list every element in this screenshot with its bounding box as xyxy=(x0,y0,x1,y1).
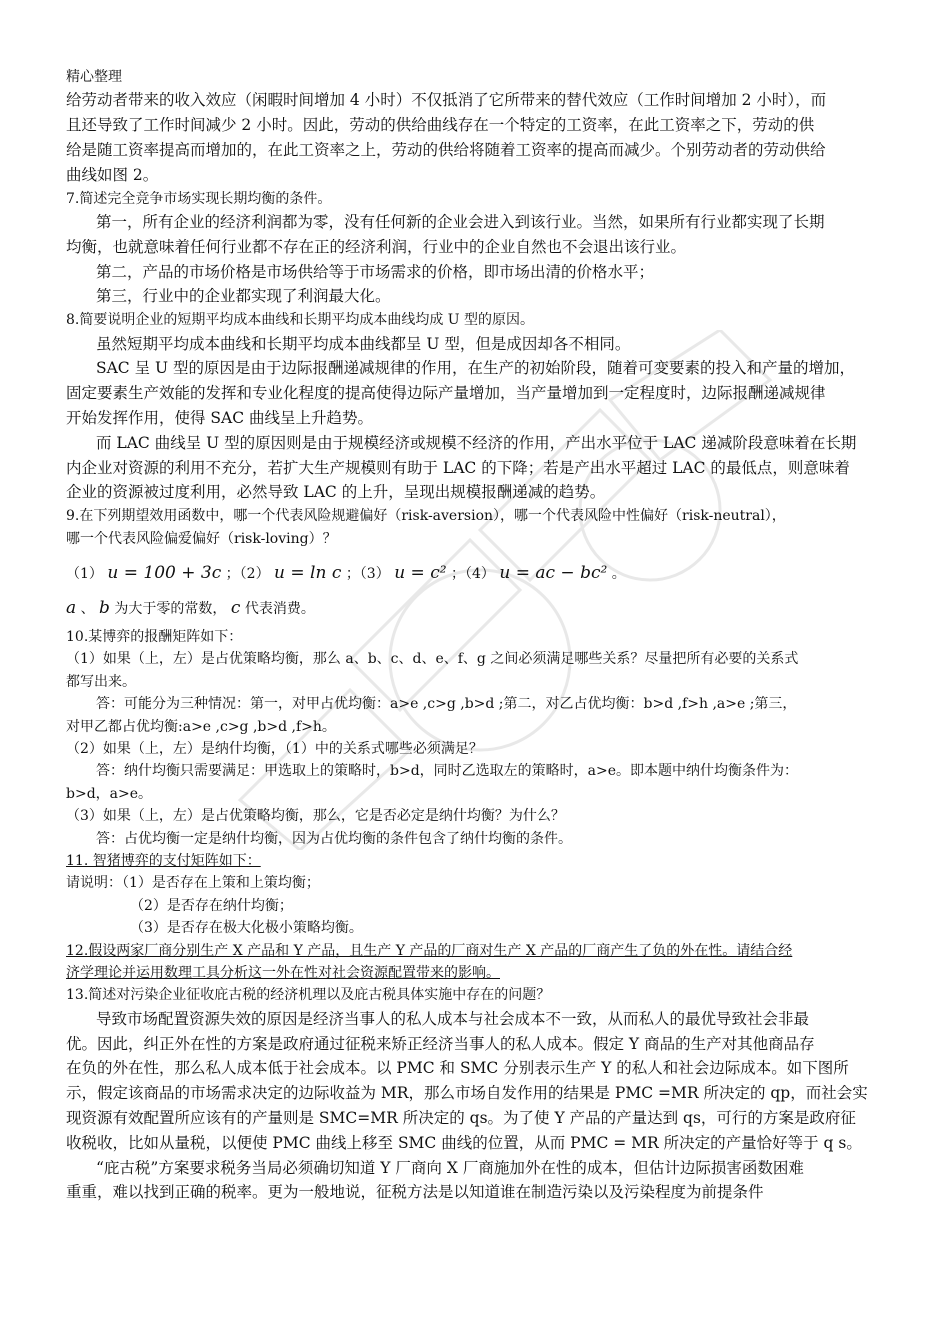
answer-line: 优。因此，纠正外在性的方案是政府通过征税来矫正经济当事人的私人成本。假定 Y 商品的生产对其他商品存 xyxy=(66,1034,815,1053)
page-header: 精心整理 xyxy=(66,69,122,85)
answer-line: 示，假定该商品的市场需求决定的边际收益为 MR，那么市场自发作用的结果是 PMC =MR 所决定的 qp，而社会实 xyxy=(66,1084,868,1103)
paragraph-line: 且还导致了工作时间减少 2 小时。因此，劳动的供给曲线存在一个特定的工资率，在此工资率之下，劳动的供 xyxy=(66,116,815,135)
answer-line: 而 LAC 曲线呈 U 型的原因则是由于规模经济或规模不经济的作用，产出水平位于 LAC 递减阶段意味着在长期 xyxy=(96,433,857,452)
answer-line: 企业的资源被过度利用，必然导致 LAC 的上升，呈现出规模报酬递减的趋势。 xyxy=(66,483,606,502)
separator: 、 xyxy=(80,600,95,617)
question-9: 9.在下列期望效用函数中，哪一个代表风险规避偏好（risk-aversion），哪一个代表风险中性偏好（risk-neutral）， xyxy=(66,508,786,525)
document-page xyxy=(66,66,886,1205)
question-12: 济学理论并运用数理工具分析这一外在性对社会资源配置带来的影响。 xyxy=(66,965,500,982)
question-10-1: 都写出来。 xyxy=(66,673,136,690)
answer-line: 答：可能分为三种情况：第一，对甲占优均衡：a>e ,c>g ,b>d ;第二，对乙占优均衡：b>d ,f>h ,a>e ;第三， xyxy=(96,696,797,713)
question-11: 11. 智猪博弈的支付矩阵如下： xyxy=(66,853,261,870)
answer-line: 在负的外在性，那么私人成本低于社会成本。以 PMC 和 SMC 分别表示生产 Y 的私人和社会边际成本。如下图所 xyxy=(66,1059,849,1078)
question-7: 7.简述完全竞争市场实现长期均衡的条件。 xyxy=(66,190,332,207)
answer-line: 收税收，比如从量税，以便使 PMC 曲线上移至 SMC 曲线的位置，从而 PMC = MR 所决定的产量恰好等于 q s。 xyxy=(66,1133,862,1152)
question-10-3: （3）如果（上，左）是占优策略均衡，那么，它是否必定是纳什均衡？为什么？ xyxy=(66,808,565,825)
answer-line: 重重，难以找到正确的税率。更为一般地说，征税方法是以知道谁在制造污染以及污染程度为前提条件 xyxy=(66,1183,764,1202)
formula-label: ；（2） xyxy=(225,565,270,582)
answer-line: 固定要素生产效能的发挥和专业化程度的提高使得边际产量增加，当产量增加到一定程度时，边际报酬递减规律 xyxy=(66,384,826,403)
question-11-item: （2）是否存在纳什均衡； xyxy=(130,897,293,914)
question-11-item: 请说明：（1）是否存在上策和上策均衡； xyxy=(66,875,320,892)
answer-line: 第一，所有企业的经济利润都为零，没有任何新的企业会进入到该行业。当然，如果所有行业都实现了长期 xyxy=(96,213,825,231)
answer-line: 答：纳什均衡只需要满足：甲选取上的策略时，b>d，同时乙选取左的策略时，a>e。即本题中纳什均衡条件为： xyxy=(96,763,799,780)
answer-line: 开始发挥作用，使得 SAC 曲线呈上升趋势。 xyxy=(66,408,374,427)
paragraph-line: 曲线如图 2。 xyxy=(66,165,159,184)
answer-line: 第二，产品的市场价格是市场供给等于市场需求的价格，即市场出清的价格水平； xyxy=(96,262,655,281)
formula-label: （1） xyxy=(66,565,103,582)
definition-text: 为大于零的常数， xyxy=(114,600,227,617)
formula-4: u = ac − bc² xyxy=(499,562,608,583)
answer-line: 现资源有效配置所应该有的产量则是 SMC=MR 所决定的 qs。为了使 Y 产品的产量达到 qs，可行的方案是政府征 xyxy=(66,1109,856,1128)
question-12: 12.假设两家厂商分别生产 X 产品和 Y 产品，且生产 Y 产品的厂商对生产 X 产品的厂商产生了负的外在性。请结合经 xyxy=(66,942,793,959)
utility-functions xyxy=(66,560,886,586)
formula-1: u = 100 + 3c xyxy=(107,562,222,583)
variable-a: a xyxy=(66,597,77,618)
paragraph-line: 给是随工资率提高而增加的，在此工资率之上，劳动的供给将随着工资率的提高而减少。个别劳动者的劳动供给 xyxy=(66,141,826,159)
answer-line: “庇古税”方案要求税务当局必须确切知道 Y 厂商向 X 厂商施加外在性的成本，但估计边际损害函数困难 xyxy=(96,1158,804,1177)
question-13: 13.简述对污染企业征收庇古税的经济机理以及庇古税具体实施中存在的问题？ xyxy=(66,987,551,1004)
answer-line: 导致市场配置资源失效的原因是经济当事人的私人成本与社会成本不一致，从而私人的最优导致社会非最 xyxy=(96,1009,810,1028)
question-8: 8.简要说明企业的短期平均成本曲线和长期平均成本曲线均成 U 型的原因。 xyxy=(66,312,535,329)
question-10-2: （2）如果（上，左）是纳什均衡，（1）中的关系式哪些必须满足？ xyxy=(66,741,483,758)
formula-label: ；（3） xyxy=(345,565,390,582)
variable-b: b xyxy=(99,597,110,618)
formula-label: ；（4） xyxy=(450,565,495,582)
question-10: 10.某博弈的报酬矩阵如下： xyxy=(66,628,243,645)
answer-line: 第三，行业中的企业都实现了利润最大化。 xyxy=(96,287,391,306)
question-11-item: （3）是否存在极大化极小策略均衡。 xyxy=(130,920,363,937)
formula-end: 。 xyxy=(611,565,626,582)
question-9: 哪一个代表风险偏爱偏好（risk-loving）？ xyxy=(66,530,337,547)
answer-line: 均衡，也就意味着任何行业都不存在正的经济利润，行业中的企业自然也不会退出该行业。 xyxy=(66,237,687,256)
answer-line: 答：占优均衡一定是纳什均衡，因为占优均衡的条件包含了纳什均衡的条件。 xyxy=(96,830,572,847)
formula-3: u = c² xyxy=(394,562,447,583)
answer-line: SAC 呈 U 型的原因是由于边际报酬递减规律的作用，在生产的初始阶段，随着可变要素的投入和产量的增加， xyxy=(96,359,856,378)
answer-line: 对甲乙都占优均衡:a>e ,c>g ,b>d ,f>h。 xyxy=(66,718,336,735)
question-10-1: （1）如果（上，左）是占优策略均衡，那么 a、b、c、d、e、f、g 之间必须满足哪些关系？尽量把所有必要的关系式 xyxy=(66,651,799,668)
answer-line: 虽然短期平均成本曲线和长期平均成本曲线都呈 U 型，但是成因却各不相同。 xyxy=(96,334,631,353)
answer-line: 内企业对资源的利用不充分，若扩大生产规模则有助于 LAC 的下降；若是产出水平超过 LAC 的最低点，则意味着 xyxy=(66,458,850,477)
answer-line: b>d，a>e。 xyxy=(66,785,153,802)
variable-c: c xyxy=(230,597,241,618)
paragraph-line: 给劳动者带来的收入效应（闲暇时间增加 4 小时）不仅抵消了它所带来的替代效应（工作时间增加 2 小时），而 xyxy=(66,91,827,110)
definition-text: 代表消费。 xyxy=(244,600,315,617)
variable-definition xyxy=(66,594,886,622)
formula-2: u = ln c xyxy=(274,562,342,583)
